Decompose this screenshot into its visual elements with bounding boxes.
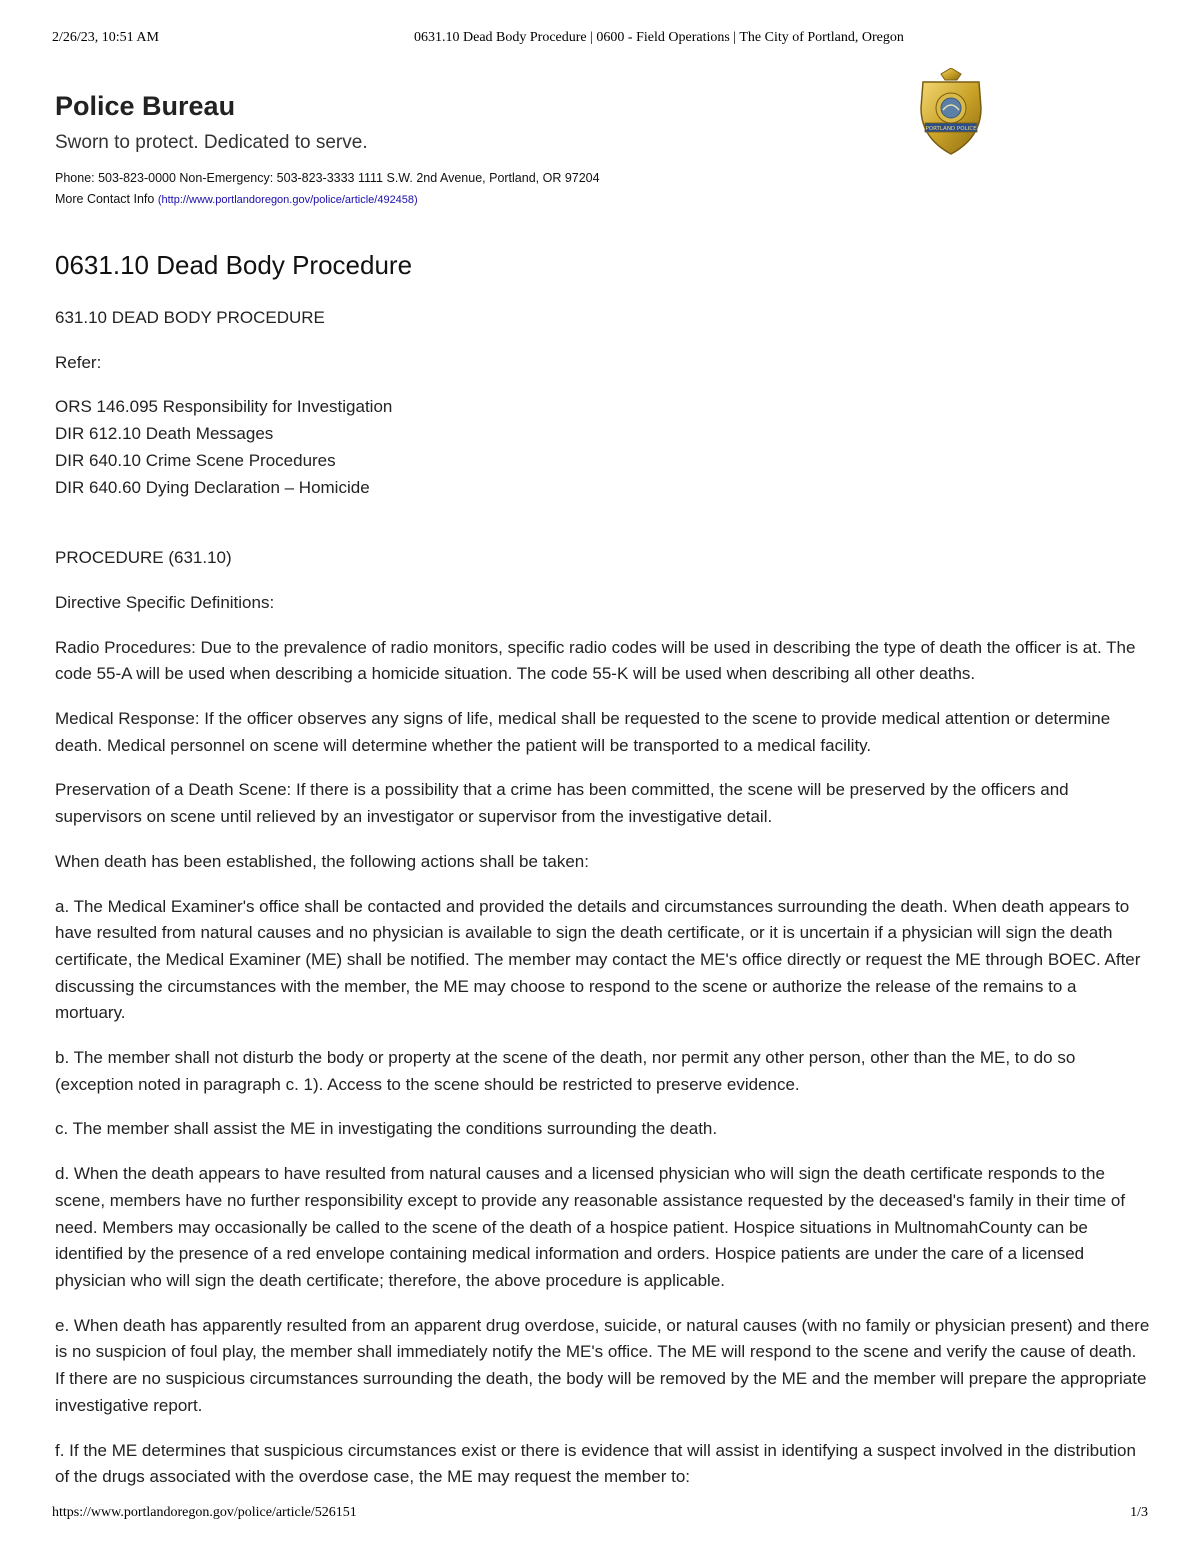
reference-item: ORS 146.095 Responsibility for Investigation xyxy=(55,397,393,417)
badge-text: PORTLAND POLICE xyxy=(925,126,977,132)
procedure-heading: PROCEDURE (631.10) xyxy=(55,548,232,568)
reference-item: DIR 640.60 Dying Declaration – Homicide xyxy=(55,477,370,497)
paragraph-item-f: f. If the ME determines that suspicious circumstances exist or there is evidence that will assist in identifying a suspect involved in the distribution of the drugs associated with the overdose case, the ME may request the member to: xyxy=(55,1440,1136,1487)
site-title: Police Bureau xyxy=(55,91,236,121)
site-tagline: Sworn to protect. Dedicated to serve. xyxy=(55,132,368,153)
print-date: 2/26/23, 10:51 AM xyxy=(52,30,159,45)
more-contact-link[interactable]: (http://www.portlandoregon.gov/police/article/492458) xyxy=(157,194,418,206)
definitions-label: Directive Specific Definitions: xyxy=(55,592,275,612)
page-content xyxy=(55,88,1150,1509)
contact-line: Phone: 503-823-0000 Non-Emergency: 503-823-3333 1111 S.W. 2nd Avenue, Portland, OR 97204 xyxy=(55,171,600,185)
paragraph-radio-procedures: Radio Procedures: Due to the prevalence of radio monitors, specific radio codes will be used in describing the type of death the officer is at. The code 55-A will be used when describing a homicide situation. The code 55-K will be used when describing all other deaths. xyxy=(55,637,1136,684)
print-header xyxy=(52,30,1148,50)
police-badge-icon xyxy=(917,68,985,156)
page-number: 1/3 xyxy=(1130,1505,1148,1520)
reference-item: DIR 612.10 Death Messages xyxy=(55,424,274,444)
more-contact-label: More Contact Info xyxy=(55,192,158,206)
print-url: https://www.portlandoregon.gov/police/article/526151 xyxy=(52,1505,357,1520)
refer-label: Refer: xyxy=(55,352,102,372)
article-body xyxy=(55,305,1150,1491)
paragraph-medical-response: Medical Response: If the officer observes any signs of life, medical shall be requested to the scene to provide medical attention or determine death. Medical personnel on scene will determine whether the patient will be transported to a medical facility. xyxy=(55,709,1111,755)
paragraph-item-a: a. The Medical Examiner's office shall be contacted and provided the details and circumstances surrounding the death. When death appears to have resulted from natural causes and no physician is available to sign the death certificate, or it is uncertain if a physician will sign the death certificate, the Medical Examiner (ME) shall be notified. The member may contact the ME's office directly or request the ME through BOEC. After discussing the circumstances with the member, the ME may choose to respond to the scene or authorize the release of the remains to a mortuary. xyxy=(55,896,1141,1023)
more-contact-row xyxy=(55,189,1150,211)
reference-item: DIR 640.10 Crime Scene Procedures xyxy=(55,450,336,470)
paragraph-item-c: c. The member shall assist the ME in investigating the conditions surrounding the death. xyxy=(55,1119,718,1139)
contact-info xyxy=(55,168,1150,211)
paragraph-actions-intro: When death has been established, the following actions shall be taken: xyxy=(55,851,589,871)
site-header xyxy=(55,88,1150,220)
page-title: 0631.10 Dead Body Procedure xyxy=(55,250,413,280)
section-heading: 631.10 DEAD BODY PROCEDURE xyxy=(55,308,325,327)
paragraph-item-d: d. When the death appears to have resulted from natural causes and a licensed physician who will sign the death certificate responds to the scene, members have no further responsibility except to provide any reasonable assistance requested by the deceased's family in their time of need. Members may occasionally be called to the scene of the death of a hospice patient. Hospice situations in MultnomahCounty can be identified by the presence of a red envelope containing medical information and orders. Hospice patients are under the care of a licensed physician who will sign the death certificate; therefore, the above procedure is applicable. xyxy=(55,1164,1126,1290)
paragraph-scene-preservation: Preservation of a Death Scene: If there is a possibility that a crime has been committed, the scene will be preserved by the officers and supervisors on scene until relieved by an investigator or supervisor from the investigative detail. xyxy=(55,780,1069,827)
reference-list xyxy=(55,394,1150,501)
paragraph-item-e: e. When death has apparently resulted from an apparent drug overdose, suicide, or natural causes (with no family or physician present) and there is no suspicion of foul play, the member shall immediately notify the ME's office. The ME will respond to the scene and verify the cause of death. If there are no suspicious circumstances surrounding the death, the body will be removed by the ME and the member will prepare the appropriate investigative report. xyxy=(55,1315,1150,1415)
print-page-title: 0631.10 Dead Body Procedure | 0600 - Field Operations | The City of Portland, Oregon xyxy=(414,30,904,45)
paragraph-item-b: b. The member shall not disturb the body or property at the scene of the death, nor permit any other person, other than the ME, to do so (exception noted in paragraph c. 1). Access to the scene should be restricted to preserve evidence. xyxy=(55,1048,1076,1094)
